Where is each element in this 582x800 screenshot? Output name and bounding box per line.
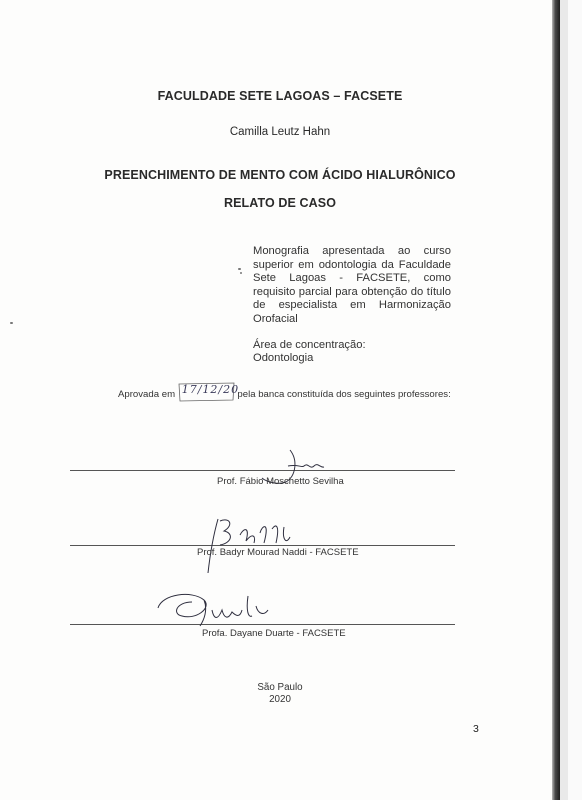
professor-2-name: Prof. Badyr Mourad Naddi - FACSETE [197,547,359,558]
approval-line [118,384,451,402]
area-value: Odontologia [253,352,314,365]
institution-heading: FACULDADE SETE LAGOAS – FACSETE [157,89,403,103]
title-line-2: RELATO DE CASO [223,196,337,210]
professor-3-name: Profa. Dayane Duarte - FACSETE [202,628,346,639]
scan-speck [10,322,13,324]
monograph-description: Monografia apresentada ao curso superior em odontologia da Faculdade Sete Lagoas - FACSETE, como requisito parcial para obtenção do título de especialista em Harmonização Orofacial [253,245,451,325]
area-label: Área de concentração: [253,338,366,351]
approval-date-box [178,383,240,402]
approval-date: 17/12/20 [181,383,240,396]
page-edge [552,0,560,800]
professor-1-name: Prof. Fábio Moschetto Sevilha [217,476,344,487]
footer-year: 2020 [269,694,291,705]
scan-shadow [560,0,568,800]
scan-speck [240,272,242,274]
scan-speck [238,268,241,270]
approval-suffix: pela banca constituída dos seguintes professores: [237,389,451,400]
approval-prefix: Aprovada em [118,389,176,400]
page-number: 3 [473,723,479,735]
footer-city: São Paulo [257,682,303,693]
monograph-statement [253,245,451,366]
author-name: Camilla Leutz Hahn [229,126,331,138]
title-line-1: PREENCHIMENTO DE MENTO COM ÁCIDO HIALURÔNICO [104,168,456,182]
right-margin [568,0,582,800]
